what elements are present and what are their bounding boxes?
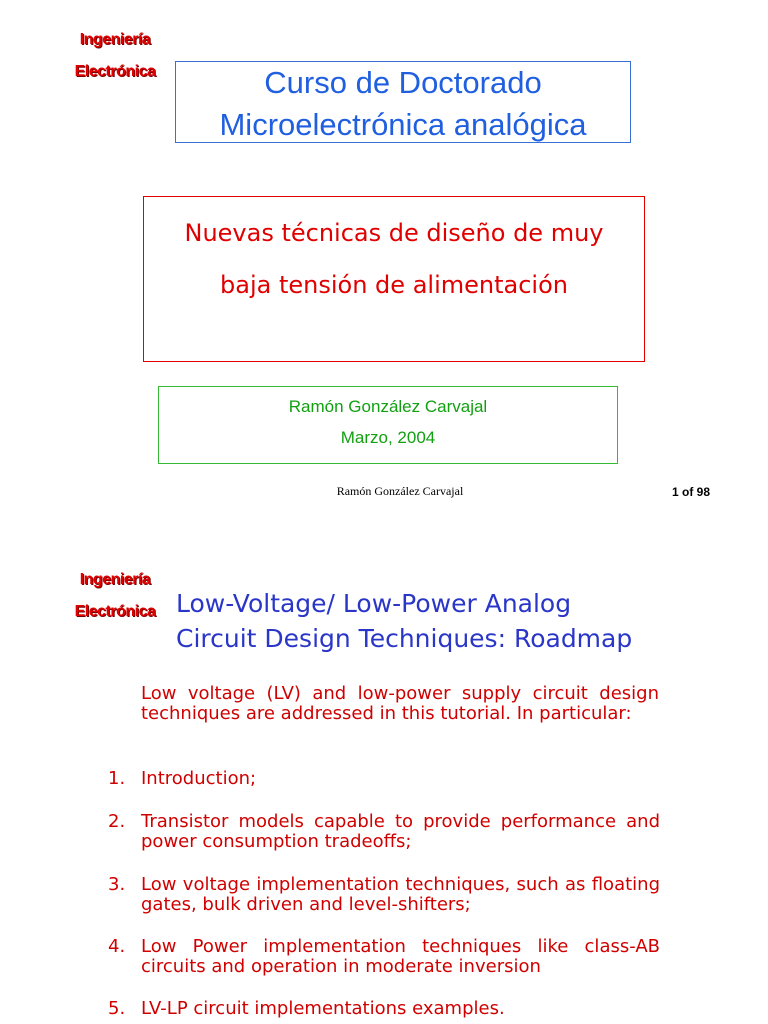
roadmap-title-line-1: Low-Voltage/ Low-Power Analog — [176, 589, 572, 618]
logo-line-2: Electrónica — [74, 63, 156, 80]
course-title-box — [175, 61, 631, 143]
subtitle-line-1: Nuevas técnicas de diseño de muy — [184, 219, 604, 247]
list-item-text: Introduction; — [141, 768, 257, 789]
course-title-line-1: Curso de Doctorado — [264, 65, 542, 100]
presentation-date: Marzo, 2004 — [340, 428, 436, 447]
subtitle-box — [143, 196, 645, 362]
logo-line-1: Ingeniería — [79, 571, 151, 588]
list-item — [108, 812, 660, 852]
logo — [70, 24, 160, 88]
list-item-text: Transistor models capable to provide performance and power consumption tradeoffs; — [141, 811, 660, 852]
course-title-line-2: Microelectrónica analógica — [219, 107, 587, 142]
list-item — [108, 999, 660, 1019]
list-item-number: 5. — [108, 998, 126, 1019]
list-item — [108, 937, 660, 977]
list-item-text: Low voltage implementation techniques, such as floating gates, bulk driven and level-shifters; — [141, 874, 660, 915]
list-item-number: 2. — [108, 811, 126, 832]
subtitle-line-2: baja tensión de alimentación — [220, 271, 568, 299]
logo-line-2: Electrónica — [74, 603, 156, 620]
list-item-number: 4. — [108, 936, 126, 957]
footer-author: Ramón González Carvajal — [336, 484, 464, 498]
intro-paragraph: Low voltage (LV) and low-power supply circuit design techniques are addressed in this tutorial. In particular: — [141, 683, 659, 724]
logo — [70, 564, 160, 628]
list-item — [108, 875, 660, 915]
author-name: Ramón González Carvajal — [288, 397, 488, 416]
roadmap-title-line-2: Circuit Design Techniques: Roadmap — [176, 624, 633, 653]
list-item-number: 3. — [108, 874, 126, 895]
logo-line-1: Ingeniería — [79, 31, 151, 48]
list-item-number: 1. — [108, 768, 126, 789]
roadmap-title — [176, 586, 736, 656]
list-item — [108, 769, 660, 789]
list-item-text: Low Power implementation techniques like class-AB circuits and operation in moderate inversion — [141, 936, 660, 977]
list-item-text: LV-LP circuit implementations examples. — [141, 998, 505, 1019]
author-box — [158, 386, 618, 464]
page-counter: 1 of 98 — [671, 485, 710, 499]
